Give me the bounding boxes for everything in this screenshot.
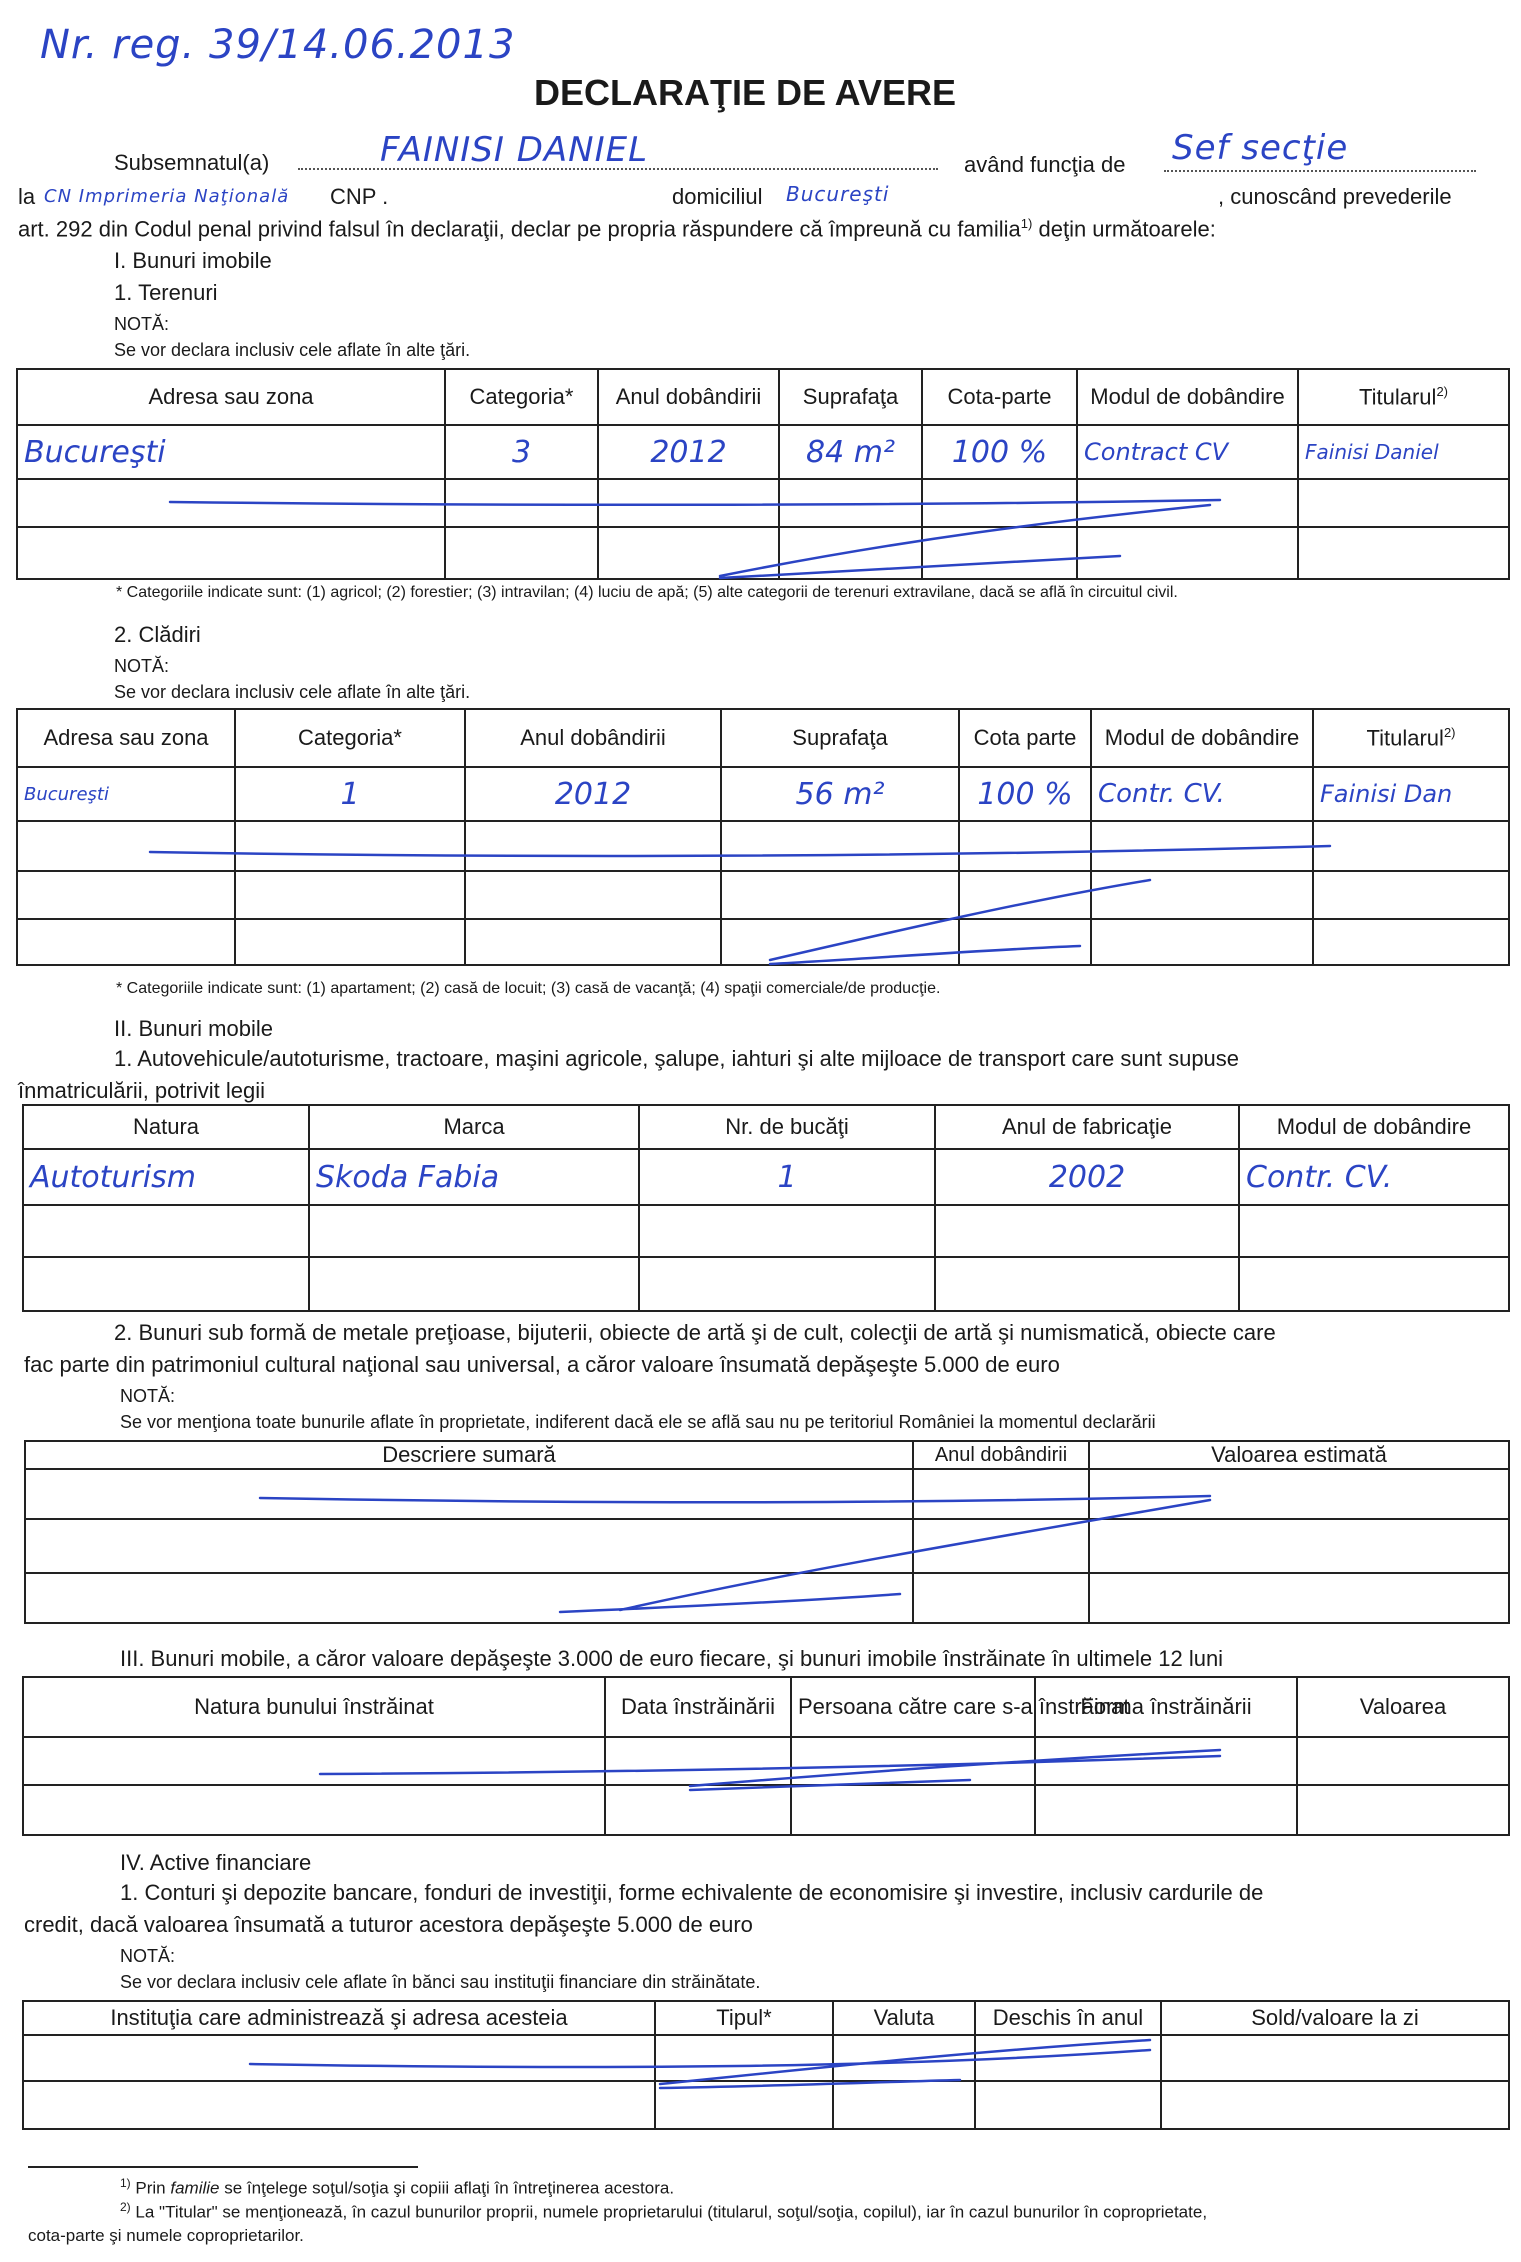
empty-cell[interactable] <box>913 1469 1089 1519</box>
col-titular <box>1298 369 1509 425</box>
autovehicule-table <box>22 1104 1510 1312</box>
col-anul-fabricatie: Anul de fabricaţie <box>935 1105 1239 1149</box>
col-categoria: Categoria* <box>235 709 465 767</box>
table-row <box>23 2081 1509 2129</box>
empty-cell[interactable] <box>1091 821 1313 871</box>
cladiri-heading: 2. Clădiri <box>114 622 201 647</box>
nota-label: NOTĂ: <box>120 1386 176 1406</box>
label-subsemnatul: Subsemnatul(a) <box>114 150 270 175</box>
empty-cell[interactable] <box>1313 919 1509 965</box>
label-la: la <box>18 184 36 209</box>
col-modul: Modul de dobândire <box>1077 369 1298 425</box>
bunuri-pretioase-table <box>24 1440 1510 1624</box>
empty-cell[interactable] <box>779 527 922 579</box>
footnote-2 <box>120 2200 1207 2223</box>
footnote-1-emph: familie <box>170 2178 220 2198</box>
function-dotline <box>1164 170 1476 172</box>
empty-cell[interactable] <box>959 919 1091 965</box>
cell-anul-fabricatie[interactable]: 2002 <box>935 1149 1239 1205</box>
empty-cell[interactable] <box>1091 919 1313 965</box>
cell-adresa[interactable]: Bucureşti <box>17 425 445 479</box>
table-row <box>17 919 1509 965</box>
cell-titular[interactable]: Fainisi Daniel <box>1298 425 1509 479</box>
cell-adresa[interactable]: Bucureşti <box>17 767 235 821</box>
table-header-row <box>17 369 1509 425</box>
cell-anul[interactable]: 2012 <box>598 425 779 479</box>
nota-label: NOTĂ: <box>120 1946 176 1966</box>
empty-cell[interactable] <box>721 871 959 919</box>
empty-cell[interactable] <box>605 1737 791 1785</box>
empty-cell[interactable] <box>1077 527 1298 579</box>
bunuri-pretioase-heading: 2. Bunuri sub formă de metale preţioase, bijuterii, obiecte de artă şi de cult, colecţii de artă şi numismatică, obiecte care <box>114 1320 1276 1345</box>
footnote-1-sup: 1) <box>120 2176 131 2190</box>
empty-cell[interactable] <box>913 1519 1089 1573</box>
empty-cell[interactable] <box>25 1519 913 1573</box>
empty-cell[interactable] <box>23 1737 605 1785</box>
instrainari-table <box>22 1676 1510 1836</box>
empty-cell[interactable] <box>23 2035 655 2081</box>
empty-cell[interactable] <box>17 871 235 919</box>
empty-cell[interactable] <box>23 1257 309 1311</box>
declarant-function[interactable]: Sef secţie <box>1172 128 1349 168</box>
empty-cell[interactable] <box>1239 1257 1509 1311</box>
footnote-2-cont: cota-parte şi numele coproprietarilor. <box>28 2226 304 2245</box>
label-avand-functia: având funcţia de <box>964 152 1126 177</box>
empty-cell[interactable] <box>791 1737 1035 1785</box>
col-modul: Modul de dobândire <box>1091 709 1313 767</box>
conturi-heading: 1. Conturi şi depozite bancare, fonduri de investiţii, forme echivalente de economisire şi investire, inclusiv cardurile de <box>120 1880 1264 1905</box>
empty-cell[interactable] <box>1161 2035 1509 2081</box>
col-titular-label: Titularul <box>1359 384 1437 410</box>
footnote-2-sup: 2) <box>120 2200 131 2214</box>
label-cnp: CNP . <box>330 184 389 209</box>
empty-cell[interactable] <box>1239 1205 1509 1257</box>
table-row <box>23 1785 1509 1835</box>
col-adresa: Adresa sau zona <box>17 369 445 425</box>
empty-cell[interactable] <box>598 527 779 579</box>
footnote-ref-1: 1) <box>1020 216 1033 231</box>
col-deschis-in-anul: Deschis în anul <box>975 2001 1161 2035</box>
section-iii-heading: III. Bunuri mobile, a căror valoare depăşeşte 3.000 de euro fiecare, şi bunuri imobile înstrăinate în ultimele 12 luni <box>120 1646 1224 1671</box>
footnote-1-text: se înţelege soţul/soţia şi copiii aflaţi în întreţinerea acestora. <box>224 2178 675 2198</box>
empty-cell[interactable] <box>1298 479 1509 527</box>
declarant-name[interactable]: FAINISI DANIEL <box>380 130 649 170</box>
col-suprafata: Suprafaţa <box>779 369 922 425</box>
col-cota: Cota-parte <box>922 369 1077 425</box>
cladiri-table <box>16 708 1510 966</box>
col-anul: Anul dobândirii <box>465 709 721 767</box>
empty-cell[interactable] <box>605 1785 791 1835</box>
empty-cell[interactable] <box>235 871 465 919</box>
table-header-row <box>23 2001 1509 2035</box>
col-suprafata: Suprafaţa <box>721 709 959 767</box>
col-marca: Marca <box>309 1105 639 1149</box>
cell-anul[interactable]: 2012 <box>465 767 721 821</box>
empty-cell[interactable] <box>721 919 959 965</box>
empty-cell[interactable] <box>17 479 445 527</box>
empty-cell[interactable] <box>25 1469 913 1519</box>
empty-cell[interactable] <box>1089 1519 1509 1573</box>
empty-cell[interactable] <box>1297 1737 1509 1785</box>
empty-cell[interactable] <box>1077 479 1298 527</box>
empty-cell[interactable] <box>935 1205 1239 1257</box>
empty-cell[interactable] <box>23 1205 309 1257</box>
footnote-2-text: La "Titular" se menţionează, în cazul bunurilor proprii, numele proprietarului (titularul, soţul/soţia, copilul), iar în cazul bunurilor în coproprietate, <box>135 2202 1208 2222</box>
empty-cell[interactable] <box>1089 1469 1509 1519</box>
label-cunoscand: , cunoscând prevederile <box>1218 184 1452 209</box>
empty-cell[interactable] <box>721 821 959 871</box>
cell-categoria[interactable]: 3 <box>445 425 598 479</box>
section-iv-heading: IV. Active financiare <box>120 1850 312 1875</box>
empty-cell[interactable] <box>975 2035 1161 2081</box>
autovehicule-heading-cont: înmatriculării, potrivit legii <box>18 1078 265 1103</box>
col-modul-dobandire: Modul de dobândire <box>1239 1105 1509 1149</box>
col-nr-bucati: Nr. de bucăţi <box>639 1105 935 1149</box>
page-title: DECLARAŢIE DE AVERE <box>534 72 957 113</box>
col-valoarea-estimata: Valoarea estimată <box>1089 1441 1509 1469</box>
bunuri-pretioase-heading-cont: fac parte din patrimoniul cultural naţional sau universal, a căror valoare însumată depăşeşte 5.000 de euro <box>24 1352 1060 1377</box>
autovehicule-heading: 1. Autovehicule/autoturisme, tractoare, maşini agricole, şalupe, iahturi şi alte mijloace de transport care sunt supuse <box>114 1046 1240 1071</box>
section-ii-heading: II. Bunuri mobile <box>114 1016 273 1041</box>
empty-cell[interactable] <box>959 871 1091 919</box>
table-row <box>25 1469 1509 1519</box>
cell-categoria[interactable]: 1 <box>235 767 465 821</box>
cell-cota[interactable]: 100 % <box>959 767 1091 821</box>
col-persoana: Persoana către care s-a înstrăinat <box>791 1677 1035 1737</box>
footnote-1-prefix: Prin <box>135 2178 166 2198</box>
nota-text: Se vor declara inclusiv cele aflate în alte ţări. <box>114 340 471 360</box>
footnote-ref-2: 2) <box>1436 383 1448 399</box>
empty-cell[interactable] <box>1035 1737 1297 1785</box>
empty-cell[interactable] <box>922 527 1077 579</box>
table-row <box>23 2035 1509 2081</box>
empty-cell[interactable] <box>309 1205 639 1257</box>
cell-natura[interactable]: Autoturism <box>23 1149 309 1205</box>
col-valuta: Valuta <box>833 2001 975 2035</box>
cell-nr-bucati[interactable]: 1 <box>639 1149 935 1205</box>
footnote-1 <box>120 2176 674 2199</box>
empty-cell[interactable] <box>235 919 465 965</box>
empty-cell[interactable] <box>445 479 598 527</box>
nota-text: Se vor menţiona toate bunurile aflate în proprietate, indiferent dacă ele se află sau nu pe teritoriul României la momentul declarării <box>120 1412 1156 1432</box>
table-row <box>17 527 1509 579</box>
table-row <box>25 1519 1509 1573</box>
nota-label: NOTĂ: <box>114 314 170 334</box>
table-row <box>23 1257 1509 1311</box>
table-row <box>23 1205 1509 1257</box>
empty-cell[interactable] <box>235 821 465 871</box>
table-header-row <box>23 1677 1509 1737</box>
empty-cell[interactable] <box>913 1573 1089 1623</box>
col-cota: Cota parte <box>959 709 1091 767</box>
col-valoarea: Valoarea <box>1297 1677 1509 1737</box>
col-categoria: Categoria* <box>445 369 598 425</box>
cell-cota[interactable]: 100 % <box>922 425 1077 479</box>
col-data-instrainarii: Data înstrăinării <box>605 1677 791 1737</box>
empty-cell[interactable] <box>23 2081 655 2129</box>
cell-modul-dobandire[interactable]: Contr. CV. <box>1239 1149 1509 1205</box>
cell-marca[interactable]: Skoda Fabia <box>309 1149 639 1205</box>
col-titular <box>1313 709 1509 767</box>
empty-cell[interactable] <box>639 1257 935 1311</box>
table-header-row <box>23 1105 1509 1149</box>
col-anul: Anul dobândirii <box>598 369 779 425</box>
nota-text: Se vor declara inclusiv cele aflate în alte ţări. <box>114 682 471 702</box>
section-i-heading: I. Bunuri imobile <box>114 248 272 273</box>
table-row <box>17 479 1509 527</box>
cell-suprafata[interactable]: 56 m² <box>721 767 959 821</box>
empty-cell[interactable] <box>23 1785 605 1835</box>
terenuri-heading: 1. Terenuri <box>114 280 218 305</box>
employer[interactable]: CN Imprimeria Naţională <box>44 186 290 207</box>
col-institutia: Instituţia care administrează şi adresa acesteia <box>23 2001 655 2035</box>
label-domiciliul: domiciliul <box>672 184 763 209</box>
terenuri-table <box>16 368 1510 580</box>
domiciliu-value[interactable]: Bucureşti <box>786 182 890 206</box>
empty-cell[interactable] <box>17 919 235 965</box>
empty-cell[interactable] <box>922 479 1077 527</box>
empty-cell[interactable] <box>639 1205 935 1257</box>
col-natura: Natura <box>23 1105 309 1149</box>
empty-cell[interactable] <box>779 479 922 527</box>
conturi-heading-cont: credit, dacă valoarea însumată a tuturor acestora depăşeşte 5.000 de euro <box>24 1912 753 1937</box>
registration-note: Nr. reg. 39/14.06.2013 <box>40 22 516 68</box>
empty-cell[interactable] <box>975 2081 1161 2129</box>
empty-cell[interactable] <box>17 821 235 871</box>
table-row <box>25 1573 1509 1623</box>
terenuri-footnote: * Categoriile indicate sunt: (1) agricol; (2) forestier; (3) intravilan; (4) luciu de apă; (5) alte categorii de terenuri extravilane, dacă se află în circuitul civil. <box>116 584 1178 601</box>
empty-cell[interactable] <box>655 2035 833 2081</box>
col-tipul: Tipul* <box>655 2001 833 2035</box>
cell-titular[interactable]: Fainisi Dan <box>1313 767 1509 821</box>
empty-cell[interactable] <box>791 1785 1035 1835</box>
table-row <box>17 425 1509 479</box>
nota-text: Se vor declara inclusiv cele aflate în bănci sau instituţii financiare din străinătate. <box>120 1972 761 1992</box>
empty-cell[interactable] <box>1298 527 1509 579</box>
table-row <box>17 767 1509 821</box>
cell-modul[interactable]: Contract CV <box>1077 425 1298 479</box>
empty-cell[interactable] <box>935 1257 1239 1311</box>
col-natura-bunului: Natura bunului înstrăinat <box>23 1677 605 1737</box>
table-row <box>23 1149 1509 1205</box>
empty-cell[interactable] <box>17 527 445 579</box>
col-forma-instrainarii: Forma înstrăinării <box>1035 1677 1297 1737</box>
cell-modul[interactable]: Contr. CV. <box>1091 767 1313 821</box>
empty-cell[interactable] <box>465 871 721 919</box>
empty-cell[interactable] <box>655 2081 833 2129</box>
col-sold: Sold/valoare la zi <box>1161 2001 1509 2035</box>
empty-cell[interactable] <box>445 527 598 579</box>
table-row <box>17 871 1509 919</box>
col-titular-label: Titularul <box>1366 725 1444 751</box>
empty-cell[interactable] <box>465 821 721 871</box>
empty-cell[interactable] <box>959 821 1091 871</box>
empty-cell[interactable] <box>1313 871 1509 919</box>
col-anul-dobandirii: Anul dobândirii <box>913 1441 1089 1469</box>
cell-suprafata[interactable]: 84 m² <box>779 425 922 479</box>
conturi-table <box>22 2000 1510 2130</box>
col-descriere: Descriere sumară <box>25 1441 913 1469</box>
nota-label: NOTĂ: <box>114 656 170 676</box>
empty-cell[interactable] <box>1035 1785 1297 1835</box>
legal-statement-end: deţin următoarele: <box>1038 216 1216 242</box>
col-adresa: Adresa sau zona <box>17 709 235 767</box>
empty-cell[interactable] <box>1297 1785 1509 1835</box>
empty-cell[interactable] <box>598 479 779 527</box>
empty-cell[interactable] <box>25 1573 913 1623</box>
table-header-row <box>25 1441 1509 1469</box>
cladiri-footnote: * Categoriile indicate sunt: (1) apartament; (2) casă de locuit; (3) casă de vacanţă; (4) spaţii comerciale/de producţie. <box>116 980 941 997</box>
table-row <box>17 821 1509 871</box>
empty-cell[interactable] <box>833 2035 975 2081</box>
empty-cell[interactable] <box>1091 871 1313 919</box>
legal-statement-text: art. 292 din Codul penal privind falsul în declaraţii, declar pe propria răspundere că împreună cu familia <box>18 216 1021 242</box>
empty-cell[interactable] <box>465 919 721 965</box>
empty-cell[interactable] <box>1089 1573 1509 1623</box>
footnote-divider <box>28 2166 418 2168</box>
legal-statement <box>18 216 1216 242</box>
table-row <box>23 1737 1509 1785</box>
empty-cell[interactable] <box>309 1257 639 1311</box>
empty-cell[interactable] <box>833 2081 975 2129</box>
table-header-row <box>17 709 1509 767</box>
empty-cell[interactable] <box>1313 821 1509 871</box>
empty-cell[interactable] <box>1161 2081 1509 2129</box>
footnote-ref-2: 2) <box>1443 724 1456 740</box>
